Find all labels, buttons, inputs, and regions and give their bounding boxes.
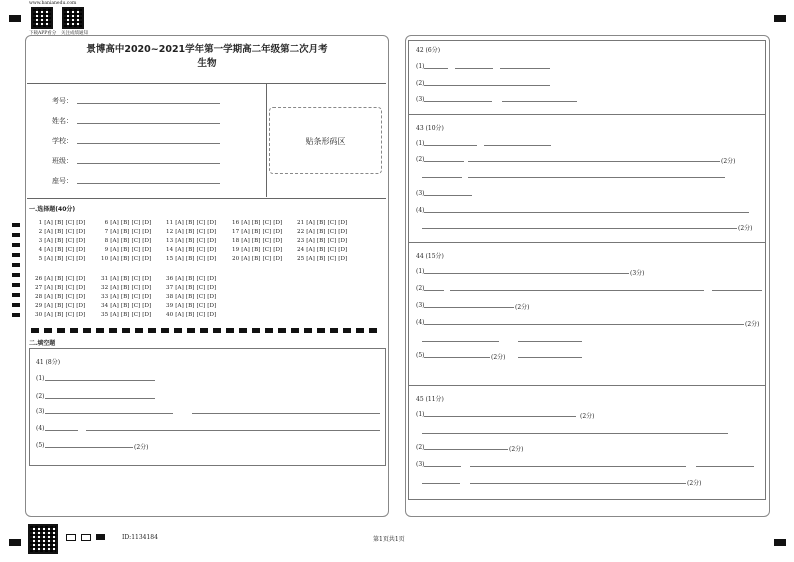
choice-options[interactable]: [A] [B] [C] [D] <box>175 229 217 235</box>
qr-code-app <box>31 7 53 29</box>
choice-number: 33 <box>101 294 111 300</box>
q44-part4-label: (4) <box>416 319 425 326</box>
choice-number: 28 <box>35 294 45 300</box>
q43-part2-label: (2) <box>416 156 425 163</box>
choice-number: 25 <box>297 256 307 262</box>
right-inner-frame <box>408 40 766 500</box>
choice-options[interactable]: [A] [B] [C] [D] <box>44 276 86 282</box>
q41-part1-answer[interactable] <box>45 380 155 381</box>
choice-options[interactable]: [A] [B] [C] [D] <box>44 238 86 244</box>
choice-options[interactable]: [A] [B] [C] [D] <box>110 303 152 309</box>
q44-part2-answer-b[interactable] <box>450 290 704 291</box>
separator-mark <box>161 328 169 333</box>
choice-number: 11 <box>166 220 176 226</box>
name-label: 姓名： <box>52 117 73 125</box>
choice-options[interactable]: [A] [B] [C] [D] <box>110 238 152 244</box>
choice-item-12[interactable] <box>166 229 216 235</box>
q42-part1-answer-b[interactable] <box>455 68 493 69</box>
q43-part4-label: (4) <box>416 207 425 214</box>
q44-part3-label: (3) <box>416 302 425 309</box>
choice-item-22[interactable] <box>297 229 347 235</box>
choice-number: 17 <box>232 229 242 235</box>
q42-part3-label: (3) <box>416 96 425 103</box>
seat-field[interactable] <box>77 183 220 184</box>
choice-number: 37 <box>166 285 176 291</box>
choice-number: 39 <box>166 303 176 309</box>
choice-number: 27 <box>35 285 45 291</box>
choice-item-40[interactable] <box>166 312 216 318</box>
class-label: 班级： <box>52 157 73 165</box>
separator-mark <box>83 328 91 333</box>
choice-item-15[interactable] <box>166 256 216 262</box>
choice-options[interactable]: [A] [B] [C] [D] <box>44 294 86 300</box>
separator-mark <box>278 328 286 333</box>
q42-part1-answer-a[interactable] <box>424 68 448 69</box>
choice-item-32[interactable] <box>101 285 151 291</box>
barcode-label: 贴条形码区 <box>305 137 346 146</box>
separator-mark <box>31 328 39 333</box>
choice-item-30[interactable] <box>35 312 85 318</box>
q44-part1-label: (1) <box>416 268 425 275</box>
choice-item-38[interactable] <box>166 294 216 300</box>
timing-mark <box>12 293 20 297</box>
q43-part2-score: (2分) <box>721 158 736 165</box>
q45-part2-score: (2分) <box>509 446 524 453</box>
choice-options[interactable]: [A] [B] [C] [D] <box>175 303 217 309</box>
q45-part1-answer-b[interactable] <box>422 433 728 434</box>
q41-part3-answer-b[interactable] <box>192 413 380 414</box>
separator-mark <box>200 328 208 333</box>
choice-options[interactable]: [A] [B] [C] [D] <box>110 247 152 253</box>
q44-part2-answer-c[interactable] <box>712 290 762 291</box>
choice-options[interactable]: [A] [B] [C] [D] <box>44 303 86 309</box>
q44-part4-score: (2分) <box>745 321 760 328</box>
choice-item-31[interactable] <box>101 276 151 282</box>
choice-number: 20 <box>232 256 242 262</box>
choice-options[interactable]: [A] [B] [C] [D] <box>175 238 217 244</box>
separator-mark <box>44 328 52 333</box>
q41-box <box>29 348 386 466</box>
q42-part2-answer[interactable] <box>424 85 550 86</box>
choice-number: 18 <box>232 238 242 244</box>
choice-options[interactable]: [A] [B] [C] [D] <box>175 220 217 226</box>
q41-part2-answer[interactable] <box>45 398 155 399</box>
separator-mark <box>96 328 104 333</box>
q43-part4-score: (2分) <box>738 225 753 232</box>
q43-part4-answer-b[interactable] <box>422 228 737 229</box>
q44-part5-label: (5) <box>416 352 425 359</box>
choice-number: 3 <box>35 238 45 244</box>
choice-options[interactable]: [A] [B] [C] [D] <box>175 247 217 253</box>
qr-code-footer <box>28 524 58 554</box>
q44-part2-answer-a[interactable] <box>424 290 444 291</box>
q42-part3-answer-a[interactable] <box>424 101 492 102</box>
choice-number: 16 <box>232 220 242 226</box>
q44-header: 44 (15分) <box>416 253 444 260</box>
q45-part2-answer[interactable] <box>424 449 508 450</box>
separator-mark <box>213 328 221 333</box>
choice-item-37[interactable] <box>166 285 216 291</box>
exam-title: 景博高中2020~2021学年第一学期高二年级第二次月考 <box>86 44 328 55</box>
separator-mark <box>187 328 195 333</box>
choice-number: 36 <box>166 276 176 282</box>
choice-item-2[interactable] <box>35 229 85 235</box>
q43-part2-answer-d[interactable] <box>468 177 725 178</box>
q41-part5-score: (2分) <box>134 444 149 451</box>
q45-part2-label: (2) <box>416 444 425 451</box>
site-url: www.banianedu.com <box>29 1 77 6</box>
footer-filled-box-icon <box>96 534 105 540</box>
q41-part5-answer[interactable] <box>45 447 133 448</box>
choice-number: 5 <box>35 256 45 262</box>
choice-number: 31 <box>101 276 111 282</box>
choice-item-29[interactable] <box>35 303 85 309</box>
choice-number: 40 <box>166 312 176 318</box>
choice-options[interactable]: [A] [B] [C] [D] <box>306 220 348 226</box>
choice-number: 24 <box>297 247 307 253</box>
choice-item-34[interactable] <box>101 303 151 309</box>
choice-options[interactable]: [A] [B] [C] [D] <box>110 285 152 291</box>
exam-id: ID:1134184 <box>122 534 158 541</box>
class-field[interactable] <box>77 163 220 164</box>
q45-part1-answer[interactable] <box>424 416 576 417</box>
choice-number: 34 <box>101 303 111 309</box>
q45-header: 45 (11分) <box>416 396 444 403</box>
choice-item-36[interactable] <box>166 276 216 282</box>
q44-part4-answer-a[interactable] <box>424 324 744 325</box>
q41-part3-answer-a[interactable] <box>45 413 173 414</box>
timing-mark <box>12 263 20 267</box>
school-label: 学校： <box>52 137 73 145</box>
choice-options[interactable]: [A] [B] [C] [D] <box>110 229 152 235</box>
q43-part3-label: (3) <box>416 190 425 197</box>
choice-number: 15 <box>166 256 176 262</box>
choice-item-25[interactable] <box>297 256 347 262</box>
choice-number: 8 <box>101 238 111 244</box>
choice-item-28[interactable] <box>35 294 85 300</box>
choice-options[interactable]: [A] [B] [C] [D] <box>110 256 152 262</box>
q44-part5-score: (2分) <box>491 354 506 361</box>
timing-mark <box>12 283 20 287</box>
timing-mark <box>9 15 21 22</box>
timing-mark <box>12 233 20 237</box>
q45-part3-answer-e[interactable] <box>470 483 686 484</box>
q43-part1-answer-b[interactable] <box>484 145 551 146</box>
q41-header: 41 (8分) <box>36 359 61 366</box>
q43-part2-answer-a[interactable] <box>424 161 464 162</box>
choice-item-4[interactable] <box>35 247 85 253</box>
timing-mark <box>774 539 786 546</box>
choice-item-7[interactable] <box>101 229 151 235</box>
choice-options[interactable]: [A] [B] [C] [D] <box>306 238 348 244</box>
choice-number: 6 <box>101 220 111 226</box>
q45-part3-answer-d[interactable] <box>422 483 460 484</box>
choice-item-10[interactable] <box>101 256 151 262</box>
choice-item-23[interactable] <box>297 238 347 244</box>
q42-part2-label: (2) <box>416 80 425 87</box>
separator-mark <box>70 328 78 333</box>
q44-part5-answer-b[interactable] <box>518 357 582 358</box>
qr-app-caption: 下载APP看分 <box>29 31 57 36</box>
choice-number: 10 <box>101 256 111 262</box>
choice-options[interactable]: [A] [B] [C] [D] <box>44 220 86 226</box>
q42-part1-answer-c[interactable] <box>500 68 550 69</box>
choice-options[interactable]: [A] [B] [C] [D] <box>241 220 283 226</box>
separator-mark <box>291 328 299 333</box>
exam-number-field[interactable] <box>77 103 220 104</box>
choice-options[interactable]: [A] [B] [C] [D] <box>110 276 152 282</box>
q44-part5-answer-a[interactable] <box>424 357 490 358</box>
choice-item-19[interactable] <box>232 247 282 253</box>
exam-subject: 生物 <box>197 58 217 69</box>
choice-options[interactable]: [A] [B] [C] [D] <box>241 256 283 262</box>
q43-part1-label: (1) <box>416 140 425 147</box>
q43-header: 43 (10分) <box>416 125 444 132</box>
timing-mark <box>12 223 20 227</box>
q42-part3-answer-b[interactable] <box>502 101 577 102</box>
choice-options[interactable]: [A] [B] [C] [D] <box>241 229 283 235</box>
choice-item-5[interactable] <box>35 256 85 262</box>
q41-part1-label: (1) <box>36 375 45 382</box>
separator-mark <box>330 328 338 333</box>
q41-part2-label: (2) <box>36 393 45 400</box>
q43-part3-answer[interactable] <box>424 195 472 196</box>
choice-section-title: 一.选择题(40分) <box>29 206 76 213</box>
separator-mark <box>226 328 234 333</box>
q45-part3-answer-c[interactable] <box>696 466 754 467</box>
choice-number: 35 <box>101 312 111 318</box>
separator-mark <box>317 328 325 333</box>
separator-mark <box>174 328 182 333</box>
q45-part3-answer-b[interactable] <box>470 466 686 467</box>
separator-mark <box>265 328 273 333</box>
timing-mark <box>9 539 21 546</box>
choice-options[interactable]: [A] [B] [C] [D] <box>44 312 86 318</box>
q42-part1-label: (1) <box>416 63 425 70</box>
choice-item-24[interactable] <box>297 247 347 253</box>
q44-part3-score: (2分) <box>515 304 530 311</box>
qr-code-follow <box>62 7 84 29</box>
choice-number: 26 <box>35 276 45 282</box>
school-field[interactable] <box>77 143 220 144</box>
choice-number: 14 <box>166 247 176 253</box>
choice-number: 38 <box>166 294 176 300</box>
q44-part3-answer[interactable] <box>424 307 514 308</box>
q45-part3-score: (2分) <box>687 480 702 487</box>
choice-item-3[interactable] <box>35 238 85 244</box>
choice-options[interactable]: [A] [B] [C] [D] <box>44 247 86 253</box>
choice-options[interactable]: [A] [B] [C] [D] <box>241 238 283 244</box>
fill-section-title: 二.填空题 <box>29 340 56 347</box>
choice-options[interactable]: [A] [B] [C] [D] <box>306 247 348 253</box>
q41-part5-label: (5) <box>36 442 45 449</box>
choice-item-26[interactable] <box>35 276 85 282</box>
timing-mark <box>12 303 20 307</box>
q44-part4-answer-b[interactable] <box>422 341 499 342</box>
q44-part1-answer[interactable] <box>424 273 629 274</box>
choice-number: 1 <box>35 220 45 226</box>
choice-number: 4 <box>35 247 45 253</box>
timing-mark <box>12 243 20 247</box>
choice-item-13[interactable] <box>166 238 216 244</box>
qr-follow-caption: 关注成绩通知 <box>61 31 88 36</box>
choice-options[interactable]: [A] [B] [C] [D] <box>110 312 152 318</box>
choice-number: 29 <box>35 303 45 309</box>
choice-item-39[interactable] <box>166 303 216 309</box>
q43-part1-answer-a[interactable] <box>424 145 477 146</box>
q45-part3-label: (3) <box>416 461 425 468</box>
separator-mark <box>343 328 351 333</box>
separator-mark <box>135 328 143 333</box>
choice-item-27[interactable] <box>35 285 85 291</box>
q45-part1-label: (1) <box>416 411 425 418</box>
separator-mark <box>356 328 364 333</box>
q42-header: 42 (6分) <box>416 47 441 54</box>
choice-options[interactable]: [A] [B] [C] [D] <box>175 312 217 318</box>
separator-mark <box>304 328 312 333</box>
q41-part3-label: (3) <box>36 408 45 415</box>
choice-options[interactable]: [A] [B] [C] [D] <box>44 285 86 291</box>
separator-mark <box>109 328 117 333</box>
q43-part2-answer-c[interactable] <box>422 177 462 178</box>
separator-mark <box>148 328 156 333</box>
info-divider <box>266 83 267 197</box>
choice-options[interactable]: [A] [B] [C] [D] <box>110 220 152 226</box>
choice-item-14[interactable] <box>166 247 216 253</box>
separator-mark <box>252 328 260 333</box>
q43-part2-answer-b[interactable] <box>468 161 720 162</box>
choice-item-35[interactable] <box>101 312 151 318</box>
q-divider <box>408 114 766 115</box>
choice-number: 12 <box>166 229 176 235</box>
timing-mark <box>12 273 20 277</box>
separator-mark <box>122 328 130 333</box>
choice-options[interactable]: [A] [B] [C] [D] <box>241 247 283 253</box>
q45-part3-answer-a[interactable] <box>424 466 461 467</box>
q44-part4-answer-c[interactable] <box>518 341 582 342</box>
choice-item-21[interactable] <box>297 220 347 226</box>
choice-item-9[interactable] <box>101 247 151 253</box>
choice-number: 32 <box>101 285 111 291</box>
choice-options[interactable]: [A] [B] [C] [D] <box>44 229 86 235</box>
separator-mark <box>57 328 65 333</box>
choice-number: 19 <box>232 247 242 253</box>
timing-mark <box>774 15 786 22</box>
q44-part1-score: (3分) <box>630 270 645 277</box>
separator-mark <box>369 328 377 333</box>
choice-number: 13 <box>166 238 176 244</box>
choice-number: 30 <box>35 312 45 318</box>
q43-part4-answer-a[interactable] <box>424 212 749 213</box>
choice-number: 22 <box>297 229 307 235</box>
exam-number-label: 考号： <box>52 97 73 105</box>
choice-options[interactable]: [A] [B] [C] [D] <box>110 294 152 300</box>
footer-box-icon <box>81 534 91 541</box>
choice-options[interactable]: [A] [B] [C] [D] <box>175 256 217 262</box>
q45-part1-score: (2分) <box>580 413 595 420</box>
choice-options[interactable]: [A] [B] [C] [D] <box>175 276 217 282</box>
choice-item-18[interactable] <box>232 238 282 244</box>
q41-part4-answer-b[interactable] <box>86 430 380 431</box>
choice-item-33[interactable] <box>101 294 151 300</box>
choice-number: 2 <box>35 229 45 235</box>
choice-item-1[interactable] <box>35 220 85 226</box>
choice-item-20[interactable] <box>232 256 282 262</box>
choice-number: 7 <box>101 229 111 235</box>
choice-number: 9 <box>101 247 111 253</box>
footer-box-icon <box>66 534 76 541</box>
q41-part4-label: (4) <box>36 425 45 432</box>
q44-part2-label: (2) <box>416 285 425 292</box>
page-number: 第1页共1页 <box>373 536 405 543</box>
choice-item-17[interactable] <box>232 229 282 235</box>
name-field[interactable] <box>77 123 220 124</box>
q-divider <box>408 385 766 386</box>
separator-mark <box>239 328 247 333</box>
timing-mark <box>12 313 20 317</box>
choice-options[interactable]: [A] [B] [C] [D] <box>44 256 86 262</box>
choice-item-16[interactable] <box>232 220 282 226</box>
choice-item-6[interactable] <box>101 220 151 226</box>
choice-options[interactable]: [A] [B] [C] [D] <box>306 256 348 262</box>
timing-mark <box>12 253 20 257</box>
choice-item-11[interactable] <box>166 220 216 226</box>
choice-options[interactable]: [A] [B] [C] [D] <box>175 285 217 291</box>
q-divider <box>408 242 766 243</box>
choice-number: 23 <box>297 238 307 244</box>
choice-number: 21 <box>297 220 307 226</box>
choice-item-8[interactable] <box>101 238 151 244</box>
q41-part4-answer-a[interactable] <box>45 430 78 431</box>
choice-options[interactable]: [A] [B] [C] [D] <box>306 229 348 235</box>
choice-options[interactable]: [A] [B] [C] [D] <box>175 294 217 300</box>
seat-label: 座号： <box>52 177 73 185</box>
